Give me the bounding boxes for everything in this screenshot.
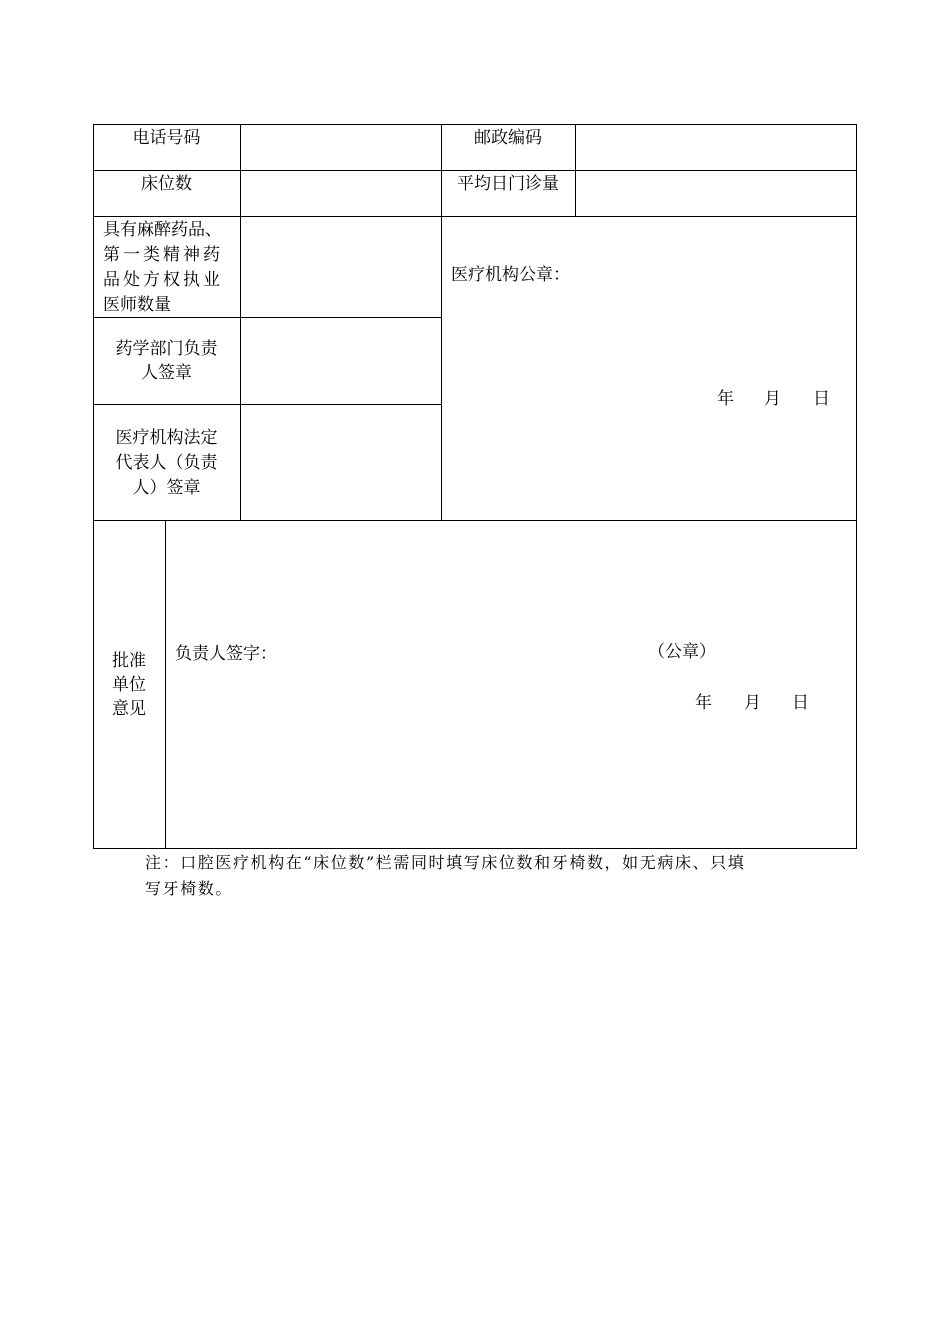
approval-label-line: 批准 <box>112 651 146 671</box>
physicians-label-line: 品处方权执业 <box>103 270 223 290</box>
table-border-top <box>93 124 857 125</box>
institution-seal-label: 医疗机构公章： <box>451 265 570 285</box>
avg-visits-field[interactable] <box>577 172 855 215</box>
pharmacy-head-label-line: 药学部门负责 <box>115 339 218 359</box>
table-border-bottom <box>93 848 857 849</box>
row-divider <box>93 170 857 171</box>
row-divider <box>93 404 441 405</box>
avg-visits-label: 平均日门诊量 <box>457 174 559 194</box>
phone-label: 电话号码 <box>132 128 201 148</box>
beds-label: 床位数 <box>141 174 192 194</box>
column-divider <box>165 520 166 849</box>
footnote-line: 写牙椅数。 <box>145 879 234 898</box>
approval-date-day: 日 <box>792 693 809 713</box>
row-divider <box>93 317 441 318</box>
legal-rep-signature-field[interactable] <box>242 406 440 519</box>
seal-date-year: 年 <box>717 389 734 409</box>
institution-seal-area[interactable] <box>443 290 855 380</box>
physicians-label-line: 医师数量 <box>103 295 171 315</box>
column-divider <box>575 124 576 216</box>
approval-label-line: 意见 <box>112 699 146 719</box>
legal-rep-label-line: 人）签章 <box>132 478 201 498</box>
pharmacy-head-label-line: 人签章 <box>141 363 192 383</box>
physicians-label-line: 第一类精神药 <box>103 245 223 265</box>
beds-field[interactable] <box>242 172 440 215</box>
row-divider <box>93 216 857 217</box>
column-divider <box>240 124 241 520</box>
row-divider <box>93 520 857 521</box>
physicians-count-field[interactable] <box>242 218 440 316</box>
approval-date-year: 年 <box>695 693 712 713</box>
official-seal-label: （公章） <box>648 642 716 662</box>
approval-opinion-field[interactable] <box>167 522 855 632</box>
seal-date-day: 日 <box>813 389 830 409</box>
phone-field[interactable] <box>242 126 440 169</box>
responsible-sign-label: 负责人签字： <box>175 644 277 664</box>
physicians-label-line: 具有麻醉药品、 <box>103 220 222 240</box>
pharmacy-head-signature-field[interactable] <box>242 319 440 403</box>
approval-date-month: 月 <box>744 693 761 713</box>
postcode-label: 邮政编码 <box>474 128 542 148</box>
table-border-right <box>856 124 857 849</box>
postcode-field[interactable] <box>577 126 855 169</box>
legal-rep-label-line: 医疗机构法定 <box>115 428 218 448</box>
footnote-line: 注：口腔医疗机构在“床位数”栏需同时填写床位数和牙椅数，如无病床、只填 <box>145 853 746 872</box>
legal-rep-label-line: 代表人（负责 <box>115 453 218 473</box>
seal-date-month: 月 <box>764 389 781 409</box>
approval-label-line: 单位 <box>112 675 146 695</box>
